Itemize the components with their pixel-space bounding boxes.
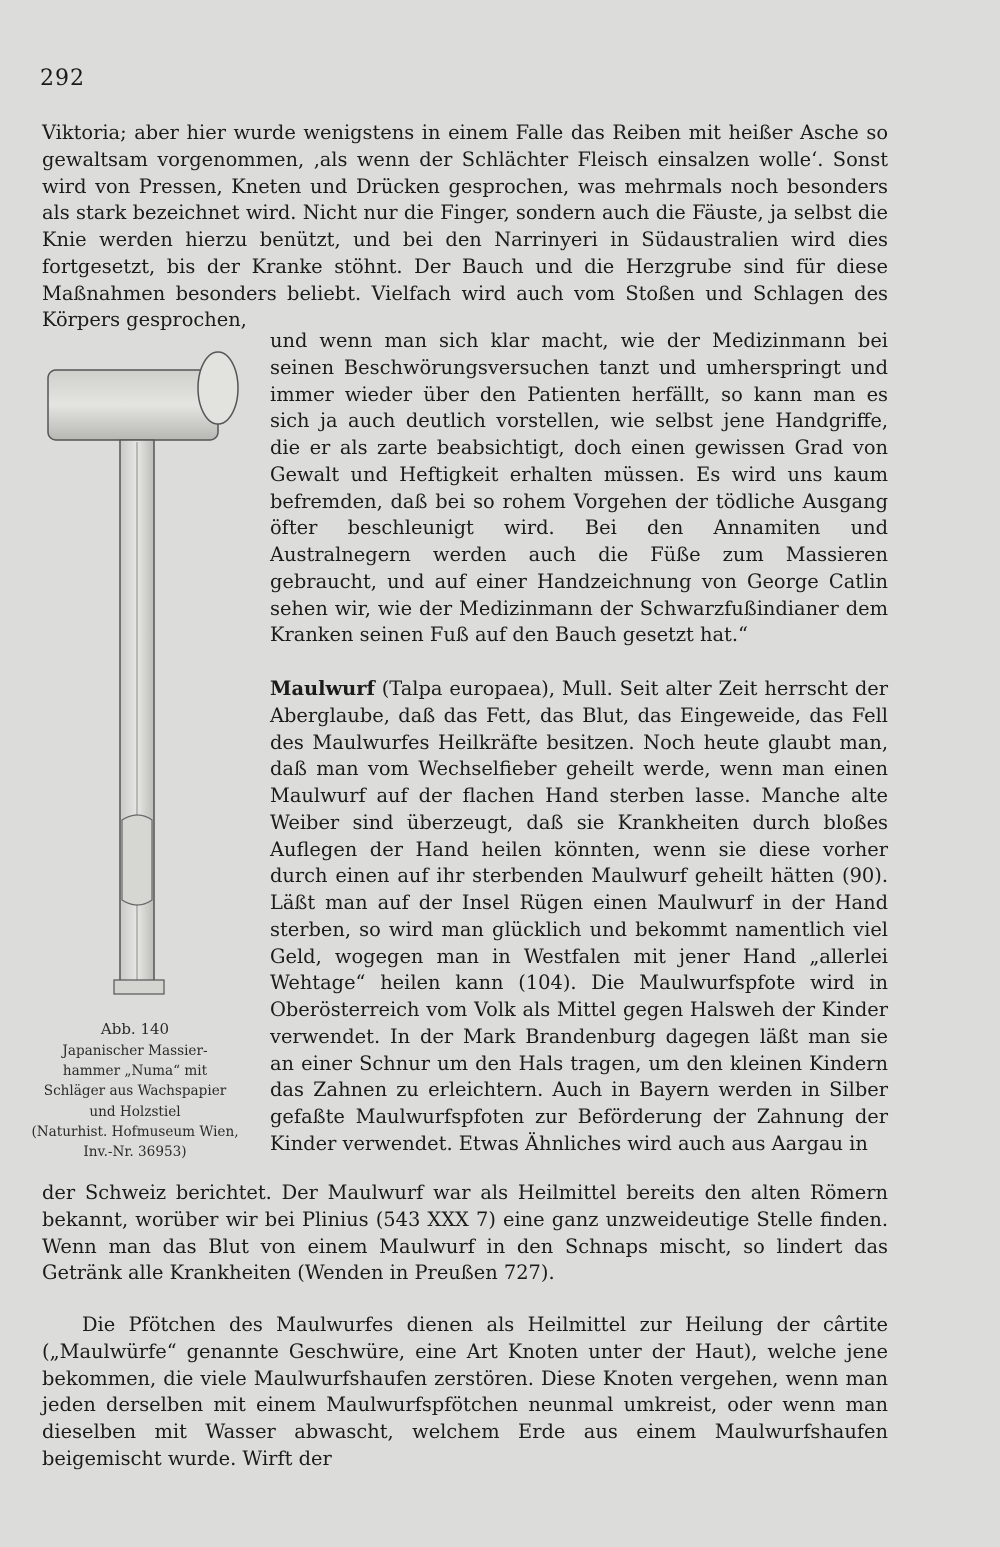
- page-number: 292: [40, 66, 85, 91]
- entry-heading: Maulwurf: [270, 677, 375, 700]
- hammer-head: [48, 352, 238, 440]
- caption-line: Schläger aus Wachspapier: [43, 1083, 227, 1100]
- paragraph-medizinmann: und wenn man sich klar macht, wie der Medizinmann bei seinen Beschwörungsversuchen tanzt und umherspringt und immer wieder über den Patienten herfällt, so kann man es sich ja auch deutlich vorstellen, wie selbst jene Handgriffe, die er als zarte beabsichtigt, doch einen gewissen Grad von Gewalt und Heftigkeit erhalten müssen. Es wird uns kaum befremden, daß bei so rohem Vorgehen der tödliche Ausgang öfter beschleunigt wird. Bei den Annamiten und Australnegern werden auch die Füße zum Massieren gebraucht, und auf einer Handzeichnung von George Catlin sehen wir, wie der Medizinmann der Schwarzfußindianer dem Kranken seinen Fuß auf den Bauch gesetzt hat.“: [270, 329, 888, 647]
- caption-line: Japanischer Massier-: [62, 1042, 208, 1059]
- caption-line: (Naturhist. Hofmuseum Wien,: [31, 1124, 239, 1141]
- hammer-handle: [114, 440, 164, 994]
- massage-hammer-illustration: [38, 340, 248, 1010]
- entry-text: (Talpa europaea), Mull. Seit alter Zeit herrscht der Aberglaube, daß das Fett, das Blut, das Eingeweide, das Fell des Maulwurfes Heilkräfte besitzen. Noch heute glaubt man, daß man vom Wechselfieber geheilt werde, wenn man einen Maulwurf auf der flachen Hand sterben lasse. Manche alte Weiber sind überzeugt, daß sie Krankheiten durch bloßes Auflegen der Hand heilen könnten, wenn sie diese vorher durch einen auf ihr sterbenden Maulwurf geheilt hätten (90). Läßt man auf der Insel Rügen einen Maulwurf in der Hand sterben, so wird man glücklich und bekommt namentlich viel Geld, wogegen man in Westfalen mit jener Hand „allerlei Wehtage“ heilen kann (104). Die Maulwurfspfote wird in Oberösterreich vom Volk als Mittel gegen Halsweh der Kinder verwendet. In der Mark Brandenburg dagegen läßt man sie an einer Schnur um den Hals tragen, um den kleinen Kindern das Zahnen zu erleichtern. Auch in Bayern werden in Silber gefaßte Maulwurfspfoten zur Beförderung der Zahnung der Kinder verwendet. Etwas Ähnliches wird auch aus Aargau in: [270, 677, 888, 1156]
- paragraph-maulwurf: [270, 676, 888, 1158]
- caption-line: hammer „Numa“ mit: [62, 1062, 208, 1079]
- caption-line: Inv.-Nr. 36953): [83, 1144, 187, 1161]
- paragraph-viktoria: Viktoria; aber hier wurde wenigstens in einem Falle das Reiben mit heißer Asche so gewaltsam vorgenommen, ‚als wenn der Schlächter Fleisch einsalzen wolle‘. Sonst wird von Pressen, Kneten und Drücken gesprochen, was mehrmals noch besonders als stark bezeichnet wird. Nicht nur die Finger, sondern auch die Fäuste, ja selbst die Knie werden hierzu benützt, und bei den Narrinyeri in Südaustralien wird dies fortgesetzt, bis der Kranke stöhnt. Der Bauch und die Herzgrube sind für diese Maßnahmen besonders beliebt. Vielfach wird auch vom Stoßen und Schlagen des Körpers gesprochen,: [42, 121, 888, 332]
- figure-label: Abb. 140: [100, 1020, 170, 1038]
- caption-line: und Holzstiel: [89, 1103, 181, 1120]
- paragraph-schweiz: der Schweiz berichtet. Der Maulwurf war als Heilmittel bereits den alten Römern bekannt, worüber wir bei Plinius (543 XXX 7) eine ganz unzweideutige Stelle finden. Wenn man das Blut von einem Maulwurf in den Schnaps mischt, so lindert das Getränk alle Krankheiten (Wenden in Preußen 727).: [42, 1181, 888, 1285]
- paragraph-pfoetchen: Die Pfötchen des Maulwurfes dienen als Heilmittel zur Heilung der cârtite („Maulwürfe“ genannte Geschwüre, eine Art Knoten unter der Haut), welche jene bekommen, die viele Maulwurfshaufen zerstören. Diese Knoten vergehen, wenn man jeden derselben mit einem Maulwurfspfötchen neunmal umkreist, oder wenn man dieselben mit Wasser abwascht, welchem Erde aus einem Maulwurfshaufen beigemischt wurde. Wirft der: [42, 1313, 888, 1470]
- figure-caption: [30, 1018, 240, 1163]
